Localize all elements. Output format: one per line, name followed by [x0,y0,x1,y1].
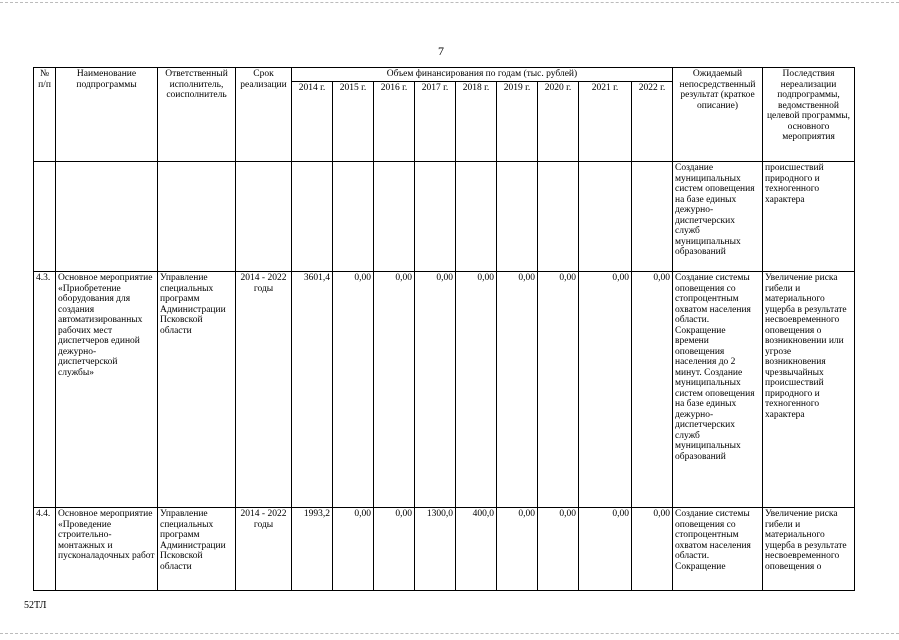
cell-value: 0,00 [632,508,673,591]
cell-value: 0,00 [497,508,538,591]
document-code: 52ТЛ [24,600,47,611]
cell-value: 0,00 [374,272,415,508]
header-year: 2021 г. [579,82,632,162]
cell-value: 0,00 [632,272,673,508]
cell-period [236,162,292,272]
cell-num: 4.3. [34,272,56,508]
table-row [34,272,855,508]
page-number: 7 [438,44,444,58]
cell-value [374,162,415,272]
header-year: 2018 г. [456,82,497,162]
cell-name [56,162,158,272]
cell-value: 0,00 [415,272,456,508]
cell-value: 0,00 [579,508,632,591]
header-consequences: Последствия нереализации подпрограммы, ведомственной целевой программы, основного мероприятия [763,68,855,162]
header-expected: Ожидаемый непосредственный результат (краткое описание) [673,68,763,162]
cell-responsible [158,162,236,272]
cell-value [415,162,456,272]
cell-expected: Создание системы оповещения со стопроцентным охватом населения области. Сокращение времени оповещения населения до 2 минут. Создание муниципальных систем оповещения на базе единых дежурно-диспетчерских служб муниципальных образований [673,272,763,508]
scan-artifact-top [0,2,899,4]
cell-name: Основное мероприятие «Приобретение оборудования для создания автоматизированных рабочих мест диспетчеров единой дежурно-диспетчерской службы» [56,272,158,508]
cell-value: 1300,0 [415,508,456,591]
cell-value [538,162,579,272]
cell-period: 2014 - 2022 годы [236,508,292,591]
table-row [34,162,855,272]
header-year: 2022 г. [632,82,673,162]
header-responsible: Ответственный исполнитель, соисполнитель [158,68,236,162]
cell-value: 0,00 [538,272,579,508]
header-year: 2014 г. [292,82,333,162]
cell-value [456,162,497,272]
header-year: 2019 г. [497,82,538,162]
cell-value: 0,00 [333,508,374,591]
header-year: 2016 г. [374,82,415,162]
cell-consequences: Увеличение риска гибели и материального ущерба в результате несвоевременного оповещения о [763,508,855,591]
cell-value [579,162,632,272]
cell-consequences: Увеличение риска гибели и материального ущерба в результате несвоевременного оповещения о возникновении или угрозе возникновения чрезвычайных происшествий природного и техногенного характера [763,272,855,508]
header-num: № п/п [34,68,56,162]
cell-value [292,162,333,272]
header-financing: Объем финансирования по годам (тыс. рублей) [292,68,673,82]
header-period: Срок реализации [236,68,292,162]
cell-expected: Создание системы оповещения со стопроцентным охватом населения области. Сокращение [673,508,763,591]
cell-value [497,162,538,272]
cell-value: 0,00 [456,272,497,508]
cell-value: 0,00 [538,508,579,591]
scan-artifact-bottom [0,633,899,635]
table-row [34,508,855,591]
header-year: 2015 г. [333,82,374,162]
cell-value [632,162,673,272]
cell-value: 0,00 [374,508,415,591]
cell-period: 2014 - 2022 годы [236,272,292,508]
cell-value: 3601,4 [292,272,333,508]
cell-value: 400,0 [456,508,497,591]
cell-value: 1993,2 [292,508,333,591]
cell-responsible: Управление специальных программ Администрации Псковской области [158,508,236,591]
header-year: 2020 г. [538,82,579,162]
financing-table [33,67,855,591]
header-name: Наименование подпрограммы [56,68,158,162]
cell-value: 0,00 [497,272,538,508]
cell-consequences: происшествий природного и техногенного характера [763,162,855,272]
cell-responsible: Управление специальных программ Администрации Псковской области [158,272,236,508]
cell-num [34,162,56,272]
cell-name: Основное мероприятие «Проведение строительно-монтажных и пусконаладочных работ [56,508,158,591]
header-year: 2017 г. [415,82,456,162]
cell-num: 4.4. [34,508,56,591]
cell-value: 0,00 [333,272,374,508]
cell-value [333,162,374,272]
cell-expected: Создание муниципальных систем оповещения на базе единых дежурно-диспетчерских служб муниципальных образований [673,162,763,272]
cell-value: 0,00 [579,272,632,508]
